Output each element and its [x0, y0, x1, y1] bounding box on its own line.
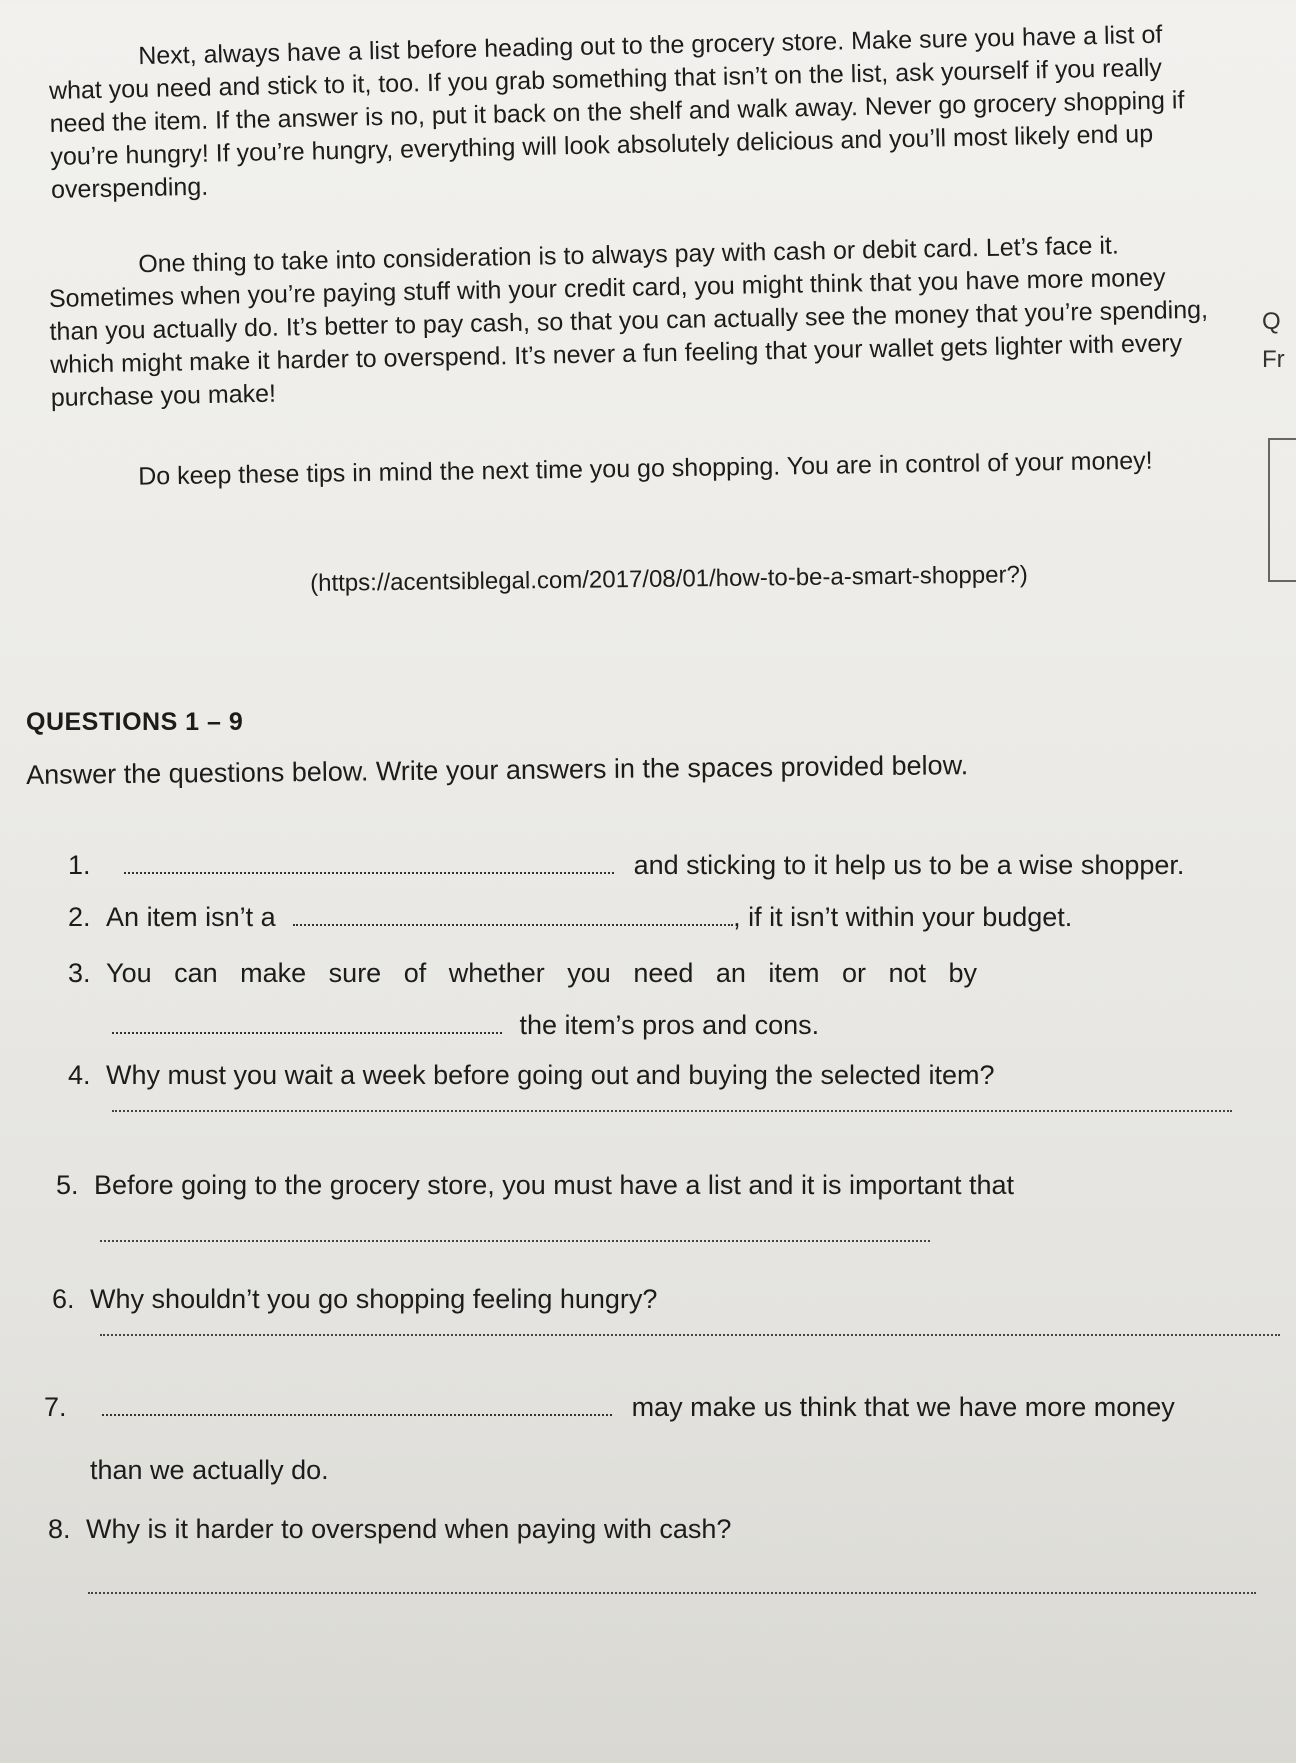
question-5-text: Before going to the grocery store, you must have a list and it is important that [94, 1170, 1015, 1200]
question-2-text-after: , if it isn’t within your budget. [733, 902, 1073, 932]
question-3-text-after: the item’s pros and cons. [519, 1010, 820, 1040]
margin-fragment-2: Fr [1262, 346, 1285, 373]
question-5 [56, 1170, 1014, 1201]
questions-instruction: Answer the questions below. Write your answers in the spaces provided below. [26, 750, 969, 790]
question-6-answer-line[interactable] [100, 1334, 1280, 1336]
question-1-text: and sticking to it help us to be a wise shopper. [633, 850, 1185, 880]
question-3-number: 3. [68, 958, 91, 988]
question-1-answer-blank[interactable] [124, 852, 614, 874]
passage-paragraph-3: Do keep these tips in mind the next time you go shopping. You are in control of your money! [138, 446, 1153, 491]
source-url: (https://acentsiblegal.com/2017/08/01/how-to-be-a-smart-shopper?) [310, 561, 1028, 597]
question-2-answer-blank[interactable] [293, 904, 733, 926]
questions-title: QUESTIONS 1 – 9 [26, 708, 244, 736]
passage-paragraph-2: One thing to take into consideration is to always pay with cash or debit card. Let’s face it. Sometimes when you’re paying stuff with your credit card, you might think that you have more money than you actually do. It’s better to pay cash, so that you can actually see the money that you’re spending, which might make it harder to overspend. It’s never a fun feeling that your wallet gets lighter with every purchase you make! [48, 231, 1209, 412]
question-1 [68, 850, 1184, 881]
question-3 [68, 958, 977, 989]
question-5-answer-line[interactable] [100, 1240, 930, 1242]
margin-box-edge [1268, 438, 1296, 582]
question-3-line-2 [112, 1010, 819, 1041]
question-2-number: 2. [68, 902, 91, 932]
question-6-text: Why shouldn’t you go shopping feeling hungry? [90, 1284, 658, 1314]
question-4-answer-line[interactable] [112, 1110, 1232, 1112]
question-4 [68, 1060, 995, 1091]
question-8-answer-line[interactable] [88, 1592, 1256, 1594]
question-7-number: 7. [44, 1392, 67, 1422]
question-7-text: may make us think that we have more money [631, 1392, 1175, 1422]
question-6-number: 6. [52, 1284, 75, 1314]
question-7-continuation: than we actually do. [90, 1455, 329, 1485]
margin-fragment-1: Q [1262, 308, 1281, 335]
question-8-text: Why is it harder to overspend when paying with cash? [86, 1514, 732, 1544]
question-3-answer-blank[interactable] [112, 1012, 502, 1034]
question-4-text: Why must you wait a week before going out and buying the selected item? [106, 1060, 995, 1090]
question-7-answer-blank[interactable] [102, 1394, 612, 1416]
question-6 [52, 1284, 657, 1315]
question-2-text-before: An item isn’t a [106, 902, 276, 932]
question-2 [68, 902, 1072, 933]
question-7 [44, 1392, 1175, 1423]
question-8 [48, 1514, 731, 1545]
question-3-text: You can make sure of whether you need an item or not by [106, 958, 978, 988]
question-5-number: 5. [56, 1170, 79, 1200]
question-1-number: 1. [68, 850, 91, 880]
question-4-number: 4. [68, 1060, 91, 1090]
passage-paragraph-1: Next, always have a list before heading out to the grocery store. Make sure you have a list of what you need and stick to it, too. If you grab something that isn’t on the list, ask yourself if you really need the item. If the answer is no, put it back on the shelf and walk away. Never go grocery shopping if you’re hungry! If you’re hungry, everything will look absolutely delicious and you’ll most likely end up overspending. [48, 20, 1185, 204]
question-8-number: 8. [48, 1514, 71, 1544]
